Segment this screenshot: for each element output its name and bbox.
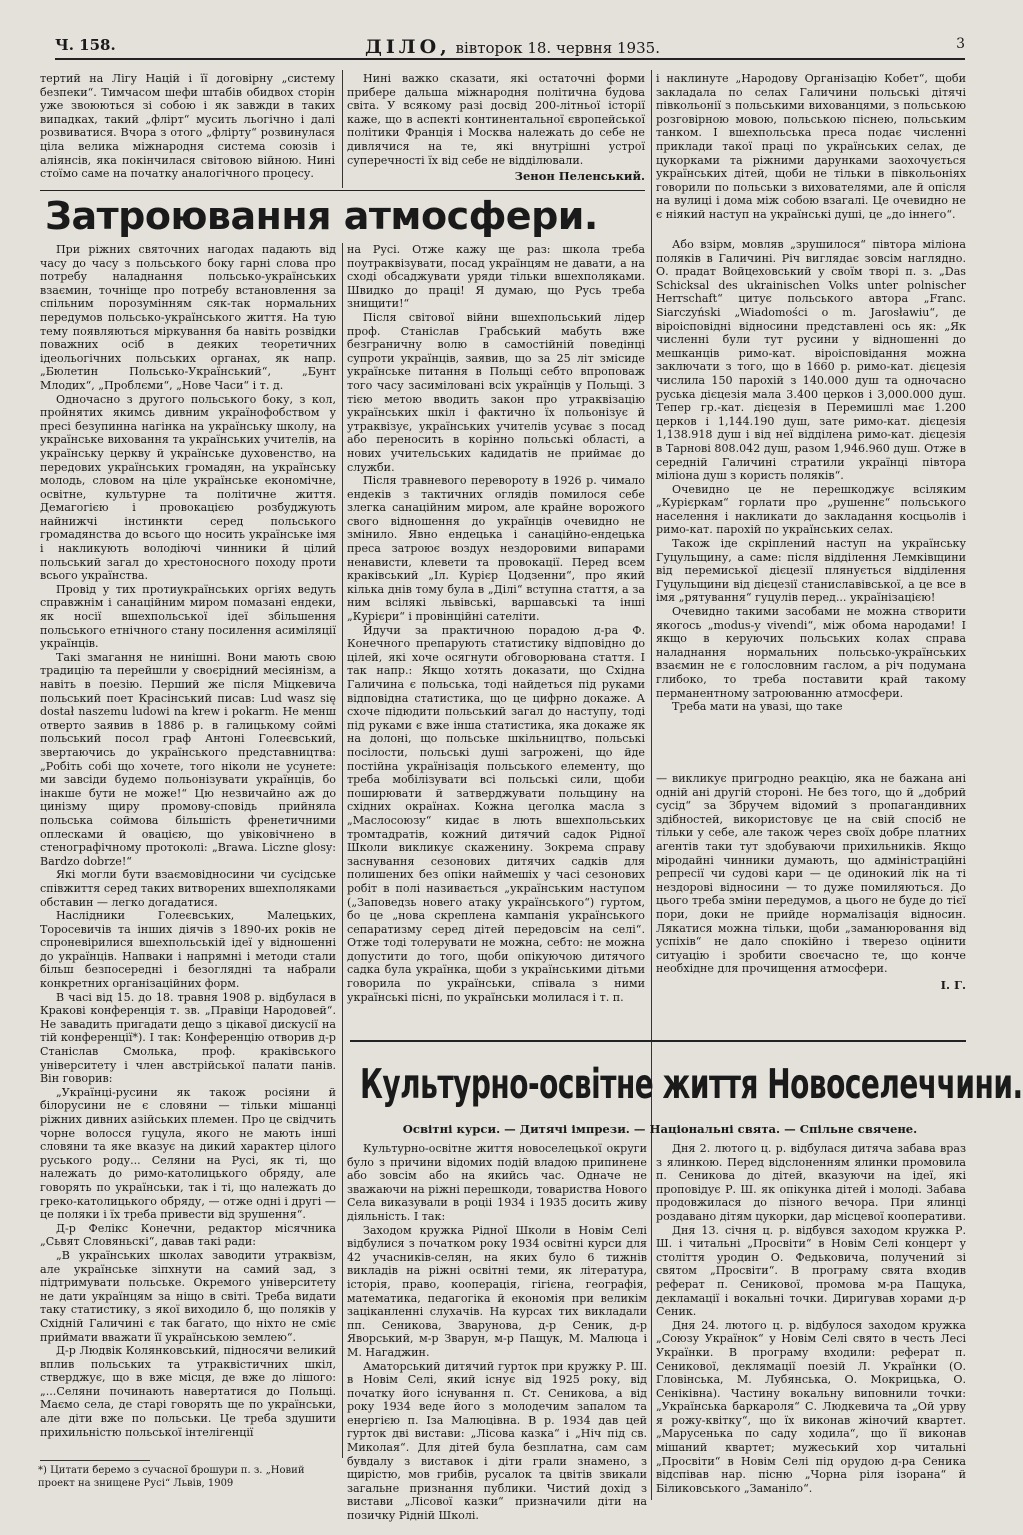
section-rule bbox=[350, 1040, 966, 1042]
paragraph: Йдучи за практичною порадою д-ра Ф. Конечного препарують статистику відповідно до цілей, які хоче осягнути обговорювана стаття. І так напр.: Якщо хотять доказати, що Східна Галичина є польська, тоді найдеться під руками відповідна статистика, що це цифрно докаже. А схоче підюдити польський загал до наступу, тоді під руками є вже інша статистика, яка докаже як на долоні, що польське шкільництво, польські посілости, польські душі загрожені, що йде постійна українізація польського елементу, що треба мобілізувати всі польські сили, щоби поширювати й затверджувати польщину на східних окраїнах. Кожна цеголка масла з „Маслосоюзу“ кидає в лють вшехпольських тромтадратів, кожний дитячий садок Рідної Школи викликує скаженину. Зокрема справу заснування сезонових дитячих садків для полишених без опіки наймешіх у часі сезонових робіт в полі називається „українським наступом („Заповедзь новего атаку українського“) гуртом, бо це „нова скреплена кампанія українського сепаратизму серед дітей передовсім на селі“. Отже тоді толерувати не можна, себто: не можна допустити до того, щоби опікуючою дитячого садка була українка, щоби з українськими дітьми говорила по українськи, співала з ними українські пісні, по українськи молилася і т. п. bbox=[347, 623, 645, 1004]
paragraph: „В українських школах заводити утраквізм, але українське зіпхнути на самий зад, з підтримувати польське. Окремого університету не дати українцям за ніщо в світі. Треба видати таку статистику, з якої виходило б, що поляків у Східній Галичині є так багато, що ніхто не сміє приймати вважати її українською землею“. bbox=[40, 1248, 336, 1344]
paragraph: Д-р Людвік Колянковський, підносячи великий вплив польських та утраквістичних шкіл, стверджує, що в вже місця, де вже до лішого: „...Селяни починають навертатися до Польщі. Маємо села, де старі говорять ще по українськи, але діти вже по польськи. Це треба здушити прихильністю польської інтелігенції bbox=[40, 1344, 336, 1439]
article-2-column-2 bbox=[656, 1142, 966, 1502]
issue-date: вівторок 18. червня 1935. bbox=[455, 39, 660, 57]
article-1-column-3a bbox=[656, 238, 966, 758]
paragraph: Очевидно це не перешкоджує всіляким „Курієркам“ горлати про „рушеннє“ польського населення і накликати до закладання косцьолів і римо-кат. парохій по українських селах. bbox=[656, 482, 966, 537]
paragraph: Після травневого перевороту в 1926 р. чимало ендеків з тактичних оглядів помилося себе злегка санаційним миром, але крайне ворожого свого відношення до українців очевидно не змінило. Явно ендецька і санаційно-ендецька преса затроює воздух нездоровими випарами ненависти, клевети та провокації. Перед всем краківський „Іл. Курієр Цодзенни“, про який кілька днів тому була в „Ділі“ вступна стаття, а за ним всілякі львівські, варшавські та інші „Курієри“ і провінційні сателіти. bbox=[347, 474, 645, 624]
column-rule bbox=[342, 243, 343, 1458]
section-rule bbox=[40, 190, 645, 191]
article-2-subheadline: Освітні курси. — Дитячі імпрези. — Національні свята. — Спільне свячене. bbox=[402, 1122, 918, 1136]
issue-number: Ч. 158. bbox=[55, 36, 116, 54]
paragraph: Очевидно такими засобами не можна створити якогось „modus-y vivendi“, між обома народами! І якщо в керуючих польських колах справа наладнання нормальних польсько-українських взаємин не є голословним гаслом, а річ подумана глибоко, то треба поставити край такому перманентному затроюванню атмосфери. bbox=[656, 605, 966, 700]
paragraph: Наслідники Голеєвських, Малецьких, Торосевичів та інших діячів з 1890-их років не спроневірилися вшехпольській ідеї у відношенні до українців. Напваки і напрямні і методи стали більш безпосередні і безоглядні та набрали конкретних організаційних форм. bbox=[40, 909, 336, 991]
article-1-signature: І. Г. bbox=[940, 977, 966, 992]
paragraph: При ріжних святочних нагодах падають від часу до часу з польського боку гарні слова про потребу наладнання польсько-українських взаємин, точніще про потребу встановлення за спільним порозумінням сяк-так нормальних передумов польсько-українського життя. На тую тему появляються міркування ба навіть розвідки поважних осіб в деяких теоретичних ідеольогічних польських органах, як напр. „Бюлетин Польсько-Український“, „Бунт Млодих“, „Проблєми“, „Нове Часи“ і т. д. bbox=[40, 243, 336, 392]
paragraph: Також іде скріплений наступ на українську Гуцульщину, а саме: після відділення Лемківщини від перемиської дієцезії плянується відділення Гуцульщини від дієцезії станиславівської, а це все в імя „рятування“ гуцулів перед... українізацією! bbox=[656, 537, 966, 605]
paragraph: — викликує пригродно реакцію, яка не бажана ані одній ані другій стороні. Не без того, що й „добрий сусід“ за Збручем відомий з пропагандивних здібностей, використовує це на свій спосіб не тільки у себе, але також через своїх добре платних агентів таки тут здобуваючи прихильників. Якщо міродайні чинники думають, що адміністраційні репресії чи судові кари — це одинокий лік на ті нездорові відносини — то дуже помиляються. До цього треба зміни передумов, а цього не буде до тієї пори, доки не прийде нормалізація відносин. Лякатися можна тільки, щоби „заманюровання від успіхів“ не дало спокійно і тверезо оцінити ситуацію і зробити своєчасно те, що конче необхідне для прочищення атмосфери. bbox=[656, 772, 966, 976]
paragraph: Д-р Фелікс Конечни, редактор місячника „Сьвят Словяньскі“, давав такі ради: bbox=[40, 1221, 336, 1249]
page-number: 3 bbox=[956, 36, 965, 52]
article-2-column-1 bbox=[347, 1142, 648, 1523]
paragraph: Або взірм, мовляв „зрушилося“ півтора міліона поляків в Галичині. Річ виглядає зовсім наглядно. О. прадат Войцеховський у своїм творі п. з. „Das Schicksal des ukrainischen Volks unter polnischer Herrschaft“ цитує польського автора „Franc. Siarczyński „Wiadomości o m. Jarosławiu“, де віроісповідні відносини представлені ось як: „Як численні були тут русини у відношенні до мешканців римо-кат. віроісповідання можна заключати з того, що в 1660 р. римо-кат. дієцезія числила 150 парохій з 140.000 душ та одночасно руська дієцезія мала 3.400 церков і 3,000.000 душ. Тепер гр.-кат. дієцезія в Перемишлі має 1.200 церков і 1,144.190 душ, зате римо-кат. дієцезія 1,138.918 душ і від неї відділена римо-кат. дієцезія в Тарнові 808.042 душ, разом 1,946.960 душ. Отже в середній Галичині стратили українці півтора міліона душ з користь поляків“. bbox=[656, 238, 966, 483]
paragraph: В часі від 15. до 18. травня 1908 р. відбулася в Кракові конференція т. зв. „Правіци Народовей“. Не завадить пригадати дещо з цікавої дискусії на тій конференції*). І так: Конференцію отворив д-р Станіслав Смолька, проф. краківського університету і член австрійської палати панів. Він говорив: bbox=[40, 990, 336, 1086]
masthead bbox=[55, 34, 965, 60]
top-column-1 bbox=[40, 72, 335, 184]
paragraph: Дня 13. січня ц. р. відбувся заходом кружка Р. Ш. і читальні „Просвіти“ в Новім Селі концерт у століття уродин О. Федьковича, получений зі святом „Просвіти“. В програму свята входив реферат п. Сеникової, промова м-ра Пащука, декламації і вокальні точки. Диригував хорами д-р Сеник. bbox=[656, 1223, 966, 1319]
paragraph: Після світової війни вшехпольський лідер проф. Станіслав Грабський мабуть вже безграничну волю в самостійній поведінці супроти українців, заявив, що за 25 літ змісиде українське питання в Польщі себто впроповаж того часу засиміловані всіх українців у Польщі. З тією метою вводить закон про утраквізацію українських шкіл і фактично їх польонізує й утраквізує, українських учителів усуває з посад або переносить в корінно польські області, а нових учительських кадидатів не приймає до служби. bbox=[347, 310, 645, 474]
paragraph: Такі змагання не нинішні. Вони мають свою традицію та перейшли у своєрідний месіянізм, а навіть в поезію. Перший же після Міцкевича польський поет Красінський писав: Lud wasz się dostał naszemu ludowi na krew i pokarm. Не менш отверто заявив в 1886 р. в галицькому соймі польський посол граф Антоні Голеєвський, звертаючись до українського представництва: „Робіть собі що хочете, того ніколи не усунете: ми завсіди будемо польонізувати українців, бо інакше бути не може!“ Цю незвичайно аж до цинізму щиру промову-сповідь прийняла польська соймова більшість френетичними оплесками й овацією, що увіковічнено в стенографічному протоколі: „Brawa. Liczne glosy: Bardzo dobrze!“ bbox=[40, 650, 336, 868]
paragraph: Треба мати на увазі, що таке bbox=[672, 700, 843, 714]
paper-name: ДІЛО, bbox=[365, 36, 451, 58]
paragraph: Дня 24. лютого ц. р. відбулося заходом кружка „Союзу Українок“ у Новім Селі свято в честь Лесі Українки. В програму входили: реферат п. Сеникової, деклямації поезій Л. Українки (О. Гловінська, М. Лубянська, О. Мокрицька, О. Сеніківна). Частину вокальну виповнили точки: „Українська баркароля“ С. Людкевича та „Ой урву я рожу-квітку“, що їх виконав жіночий квартет. „Марусенька по саду ходила“, що її виконав мішаний квартет; мужеський хор читальні „Просвіти“ в Новім Селі під орудою д-ра Сеника відспівав нар. пісню „Чорна ріля ізорана“ й Біликовського „Заманіло“. bbox=[656, 1318, 966, 1495]
paragraph: Заходом кружка Рідної Школи в Новім Селі відбулися з початком року 1934 освітні курси для 42 учасників-селян, на яких було 6 тижнів викладів на ріжні освітні теми, як література, історія, право, кооперація, гігієна, географія, математика, педагогіка й економія при великім заціканленні слухачів. На курсах тих викладали пп. Сеникова, Зварунова, д-р Сеник, д-р Яворський, м-р Зварун, м-р Пащук, М. Малюца і М. Нагаджин. bbox=[347, 1223, 647, 1359]
paragraph: Культурно-освітне життя новоселецької округи було з причини відомих подій владою припинене або зовсім або на якийсь час. Одначе не зважаючи на ріжні перешкоди, товариства Нового Села виказували в роціі 1934 і 1935 досить живу діяльність. І так: bbox=[347, 1142, 648, 1223]
paragraph: на Русі. Отже кажу ще раз: школа треба поутраквізувати, посад українцям не давати, а на сході обсаджувати уряди тільки вшехполяками. Швидко до праці! Я думаю, що Русь треба знищити!“ bbox=[347, 243, 645, 311]
footnote-rule bbox=[40, 1460, 150, 1461]
carryover-text-2: Нині важко сказати, які остаточні форми прибере дальша міжнародня політична будова світа. У всякому разі досвід 200-літньої історії каже, що в аспекті континентальної європейської політики Франція і Москва належать до себе не дивлячися на те, які внутрішні устрої суперечності їх від себе не відділювали. bbox=[347, 72, 645, 167]
paragraph: Дня 2. лютого ц. р. відбулася дитяча забава враз з ялинкою. Перед відслоненням ялинки промовила п. Сеникова до дітей, вказуючи на ідеї, які проповідує Р. Ш. як опікунка дітей і молоді. Забава продовжилася до пізного вечора. При ялинці роздавано дітям цукорки, дар місцевої кооперативи. bbox=[656, 1142, 966, 1223]
article-1-headline: Затроювання атмосфери. bbox=[45, 194, 598, 238]
top-column-3 bbox=[656, 72, 966, 232]
column-rule bbox=[651, 70, 652, 1500]
paragraph: Одночасно з другого польського боку, з кол, пройнятих якимсь дивним українофобством у пресі безупинна нагінка на українську школу, на українське виховання та українських учителів, на українську церкву й українське духовенство, на передових українських громадян, на українську молодь, словом на ціле українське економічне, освітне, культурне та політичне життя. Демагогією і провокацією розбуджують найнижчі інстинкти серед польського громадянства до всього що носить українське імя і накликують володіючі чинники й цілий польський загал до хрестоносного походу проти всього українства. bbox=[40, 392, 336, 583]
footnote: *) Цитати беремо з сучасної брошури п. з. „Новий проект на знищене Русі“ Львів, 1909 bbox=[38, 1465, 305, 1489]
author-signature: Зенон Пеленський. bbox=[514, 169, 645, 184]
paragraph: Які могли бути взаємовідносини чи сусідське співжиття серед таких витворених вшехполяками обставин — легко догадатися. bbox=[40, 868, 336, 909]
paragraph: Провід у тих протиукраїнських оргіях ведуть справжнім і санаційним миром помазані ендеки, як носії вшехпольської ідеї збільшення польського етнічного стану посилення асиміляції українців. bbox=[40, 582, 336, 651]
article-1-column-1 bbox=[40, 243, 336, 1455]
paragraph: Аматорський дитячий гурток при кружку Р. Ш. в Новім Селі, який існує від 1925 року, від початку його існування п. Ст. Сеникова, а від року 1934 веде його з молодечим запалом та енергією п. Іза Малюцівна. В р. 1934 дав цей гурток дві вистави: „Лісова казка“ і „Ніч під св. Миколая“. Для дітей була безплатна, сам сам бувдалу з виставок і діти грали знамено, з щирістю, мов грибів, русалок та цвітів звикали загальне признання публики. Чистий дохід з вистави „Лісової казки“ призначили діти на позичку Рідній Школі. bbox=[347, 1359, 647, 1523]
article-2-headline: Культурно-освітне життя Новоселеччини. bbox=[360, 1060, 1023, 1108]
article-1-column-2 bbox=[347, 243, 645, 1043]
masthead-title bbox=[365, 36, 660, 58]
carryover-text-1: тертий на Лігу Націй і її договірну „систему безпеки“. Тимчасом шефи штабів обидвох сторін уже звоюються зі собою і як завжди в таких випадках, такий „флірт“ мусить льогічно і далі розвиватися. Вчора з отого „флірту“ розвинулася ціла велика міжнародня система союзів і аліянсів, яка покінчилася світовою війною. Нині стоїмо саме на початку аналогічного процесу. bbox=[40, 72, 335, 181]
column-rule bbox=[342, 70, 343, 188]
paragraph: „Українці-русини як також росіяни й білорусини не є словяни — тільки мішанці ріжних дивних азійських племен. Про це свідчить чорне волосся гуцула, якого не мають інші словяни та яке вказує на дикий характер цілого руського роду... Селяни на Русі, як ті, що належать до римо-католицького обряду, але говорять по українськи, так і ті, що належать до греко-католицького обряду, — отже одні і другі — це поляки і їх треба привести від зрушення“. bbox=[40, 1085, 336, 1222]
article-1-column-3b bbox=[656, 772, 966, 1024]
top-column-2 bbox=[347, 72, 645, 184]
carryover-text-3: і наклинуте „Народову Організацію Кобет“, щоби закладала по селах Галичини польські дітячі півкольонії з польськими вихованцями, з польською розговірною мовою, польською піснею, польським танком. І вшехпольська преса подає численні приклади такої праці по українських селах, де цукорками та ріжними дарунками заохочується українських дітей, щоби не тільки в півкольоніях говорили по польськи з вихователями, але й опісля на вулиці і дома між собою взагалі. Це очевидно не є ніякий наступ на українські душі, це „до іннего“. bbox=[656, 72, 966, 221]
